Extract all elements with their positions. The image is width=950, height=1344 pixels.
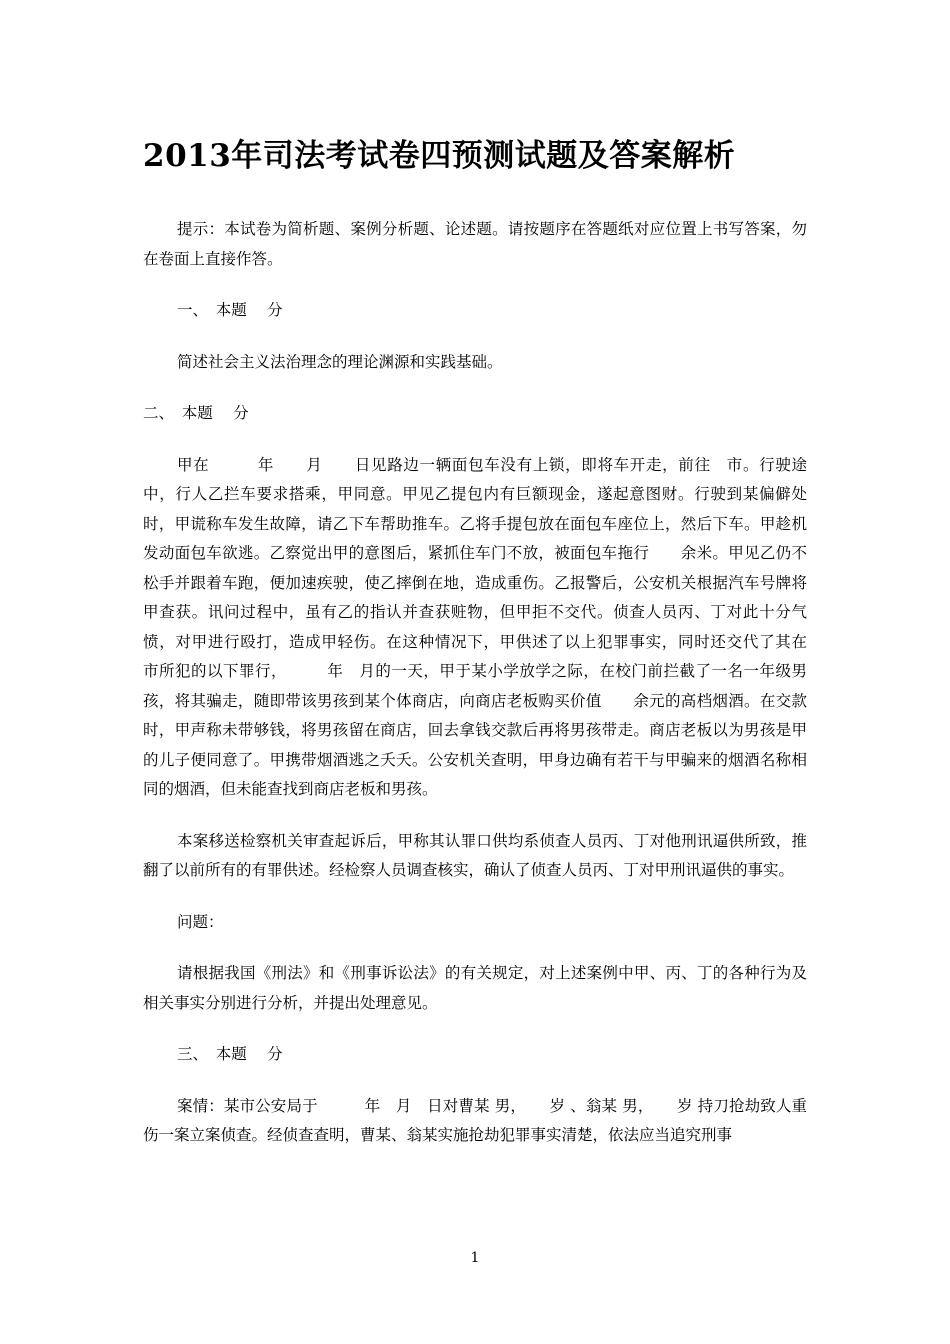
section-two-question: 请根据我国《刑法》和《刑事诉讼法》的有关规定，对上述案例中甲、丙、丁的各种行为及相关事实分别进行分析，并提出处理意见。 [143,964,807,1012]
section-two-prosecution-paragraph: 本案移送检察机关审查起诉后，甲称其认罪口供均系侦查人员丙、丁对他刑讯逼供所致，推翻了以前所有的有罪供述。经检察人员调查核实，确认了侦查人员丙、丁对甲刑讯逼供的事实。 [143,831,807,879]
section-three-heading: 三、 本题 分 [177,1045,283,1063]
page-number: 1 [470,1250,480,1266]
section-one-question: 简述社会主义法治理念的理论渊源和实践基础。 [177,352,503,371]
document-body [143,215,823,1173]
section-two-heading: 二、 本题 分 [143,404,249,422]
section-one-heading: 一、 本题 分 [177,301,283,319]
section-two-question-label: 问题： [177,912,224,931]
section-two-case-paragraph: 甲在 年 月 日见路边一辆面包车没有上锁，即将车开走，前往 市。行驶途中，行人乙拦车要求搭乘，甲同意。甲见乙提包内有巨额现金，遂起意图财。行驶到某偏僻处时，甲谎称车发生故障，请乙下车帮助推车。乙将手提包放在面包车座位上，然后下车。甲趁机发动面包车欲逃。乙察觉出甲的意图后，紧抓住车门不放，被面包车拖行 余米。甲见乙仍不松手并跟着车跑，便加速疾驶，使乙摔倒在地，造成重伤。乙报警后，公安机关根据汽车号牌将甲查获。讯问过程中，虽有乙的指认并查获赃物，但甲拒不交代。侦查人员丙、丁对此十分气愤，对甲进行殴打，造成甲轻伤。在这种情况下，甲供述了以上犯罪事实，同时还交代了其在 市所犯的以下罪行， 年 月的一天，甲于某小学放学之际，在校门前拦截了一名一年级男孩，将其骗走，随即带该男孩到某个体商店，向商店老板购买价值 余元的高档烟酒。在交款时，甲声称未带够钱，将男孩留在商店，回去拿钱交款后再将男孩带走。商店老板以为男孩是甲的儿子便同意了。甲携带烟酒逃之夭夭。公安机关查明，甲身边确有若干与甲骗来的烟酒名称相同的烟酒，但未能查找到商店老板和男孩。 [143,455,823,798]
document-title: 2013年司法考试卷四预测试题及答案解析 [143,138,736,174]
section-three-case-paragraph: 案情：某市公安局于 年 月 日对曹某 男， 岁 、翁某 男， 岁 持刀抢劫致人重伤一案立案侦查。经侦查查明，曹某、翁某实施抢劫犯罪事实清楚，依法应当追究刑事 [143,1096,807,1144]
instruction-paragraph: 提示：本试卷为简析题、案例分析题、论述题。请按题序在答题纸对应位置上书写答案，勿在卷面上直接作答。 [143,220,807,268]
